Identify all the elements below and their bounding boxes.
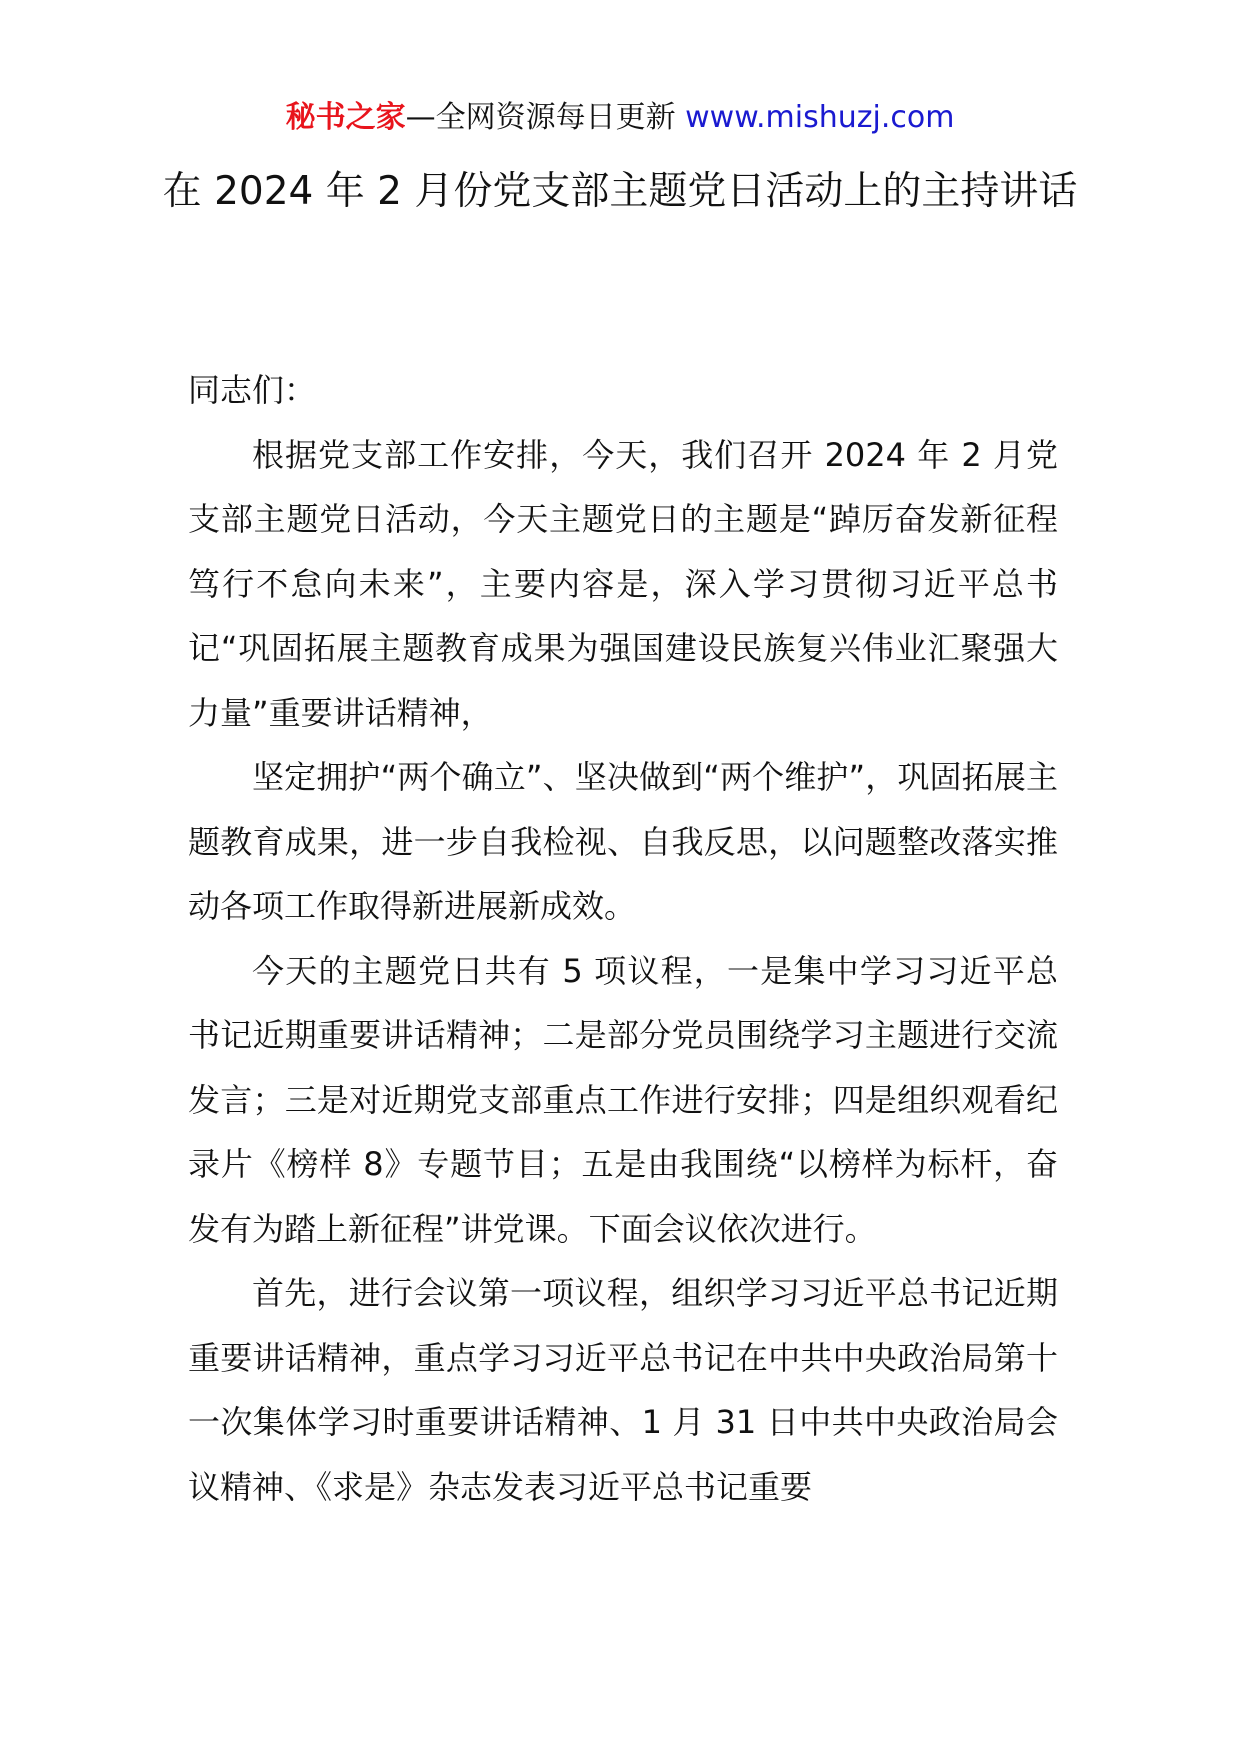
site-url-link[interactable]: www.mishuzj.com (685, 100, 955, 135)
document-title: 在 2024 年 2 月份党支部主题党日活动上的主持讲话 (162, 169, 1078, 214)
site-header (0, 98, 1240, 138)
brand-name: 秘书之家 (285, 100, 406, 135)
paragraph: 今天的主题党日共有 5 项议程，一是集中学习习近平总书记近期重要讲话精神；二是部分党员围绕学习主题进行交流发言；三是对近期党支部重点工作进行安排；四是组织观看纪录片《榜样 8》专题节目；五是由我围绕“以榜样为标杆，奋发有为踏上新征程”讲党课。下面会议依次进行。 (188, 951, 1058, 1248)
document-body (188, 358, 1058, 1519)
greeting: 同志们： (188, 371, 317, 409)
header-slogan: —全网资源每日更新 (405, 100, 676, 135)
paragraph: 坚定拥护“两个确立”、坚决做到“两个维护”，巩固拓展主题教育成果，进一步自我检视、自我反思，以问题整改落实推动各项工作取得新进展新成效。 (188, 758, 1058, 925)
paragraph: 首先，进行会议第一项议程，组织学习习近平总书记近期重要讲话精神，重点学习习近平总书记在中共中央政治局第十一次集体学习时重要讲话精神、1 月 31 日中共中央政治局会议精神、《求是》杂志发表习近平总书记重要 (188, 1274, 1058, 1506)
paragraph: 根据党支部工作安排，今天，我们召开 2024 年 2 月党支部主题党日活动，今天主题党日的主题是“踔厉奋发新征程笃行不怠向未来”，主要内容是，深入学习贯彻习近平总书记“巩固拓展主题教育成果为强国建设民族复兴伟业汇聚强大力量”重要讲话精神， (188, 435, 1058, 732)
